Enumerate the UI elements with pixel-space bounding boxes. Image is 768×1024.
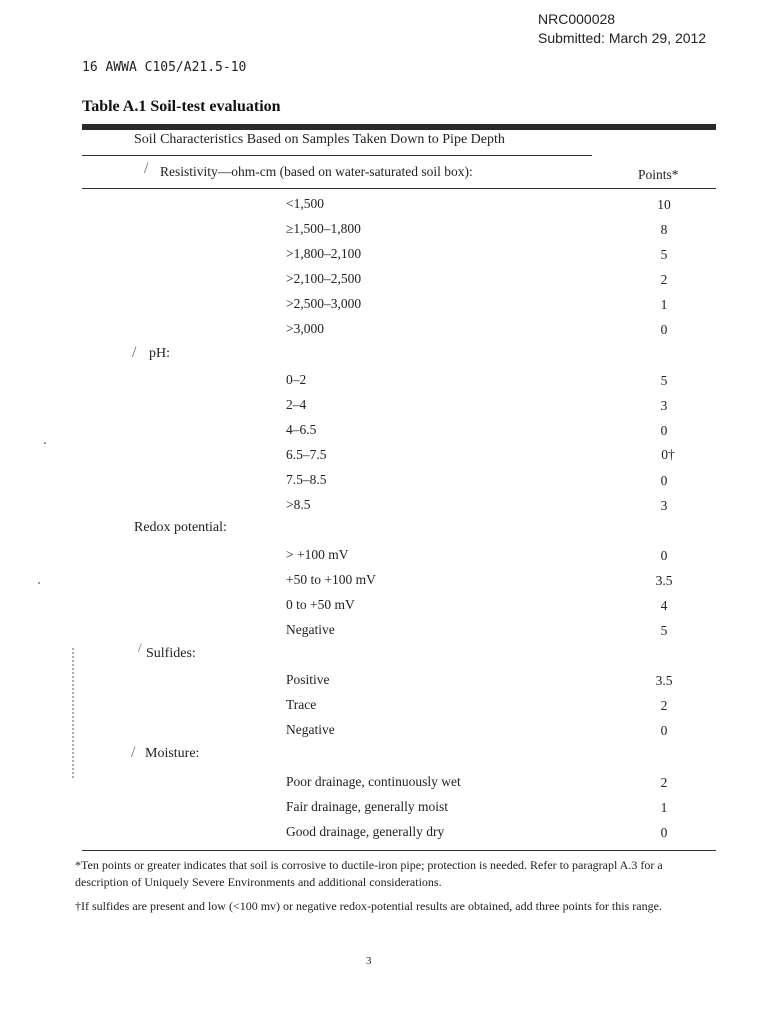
footnote-dagger: †If sulfides are present and low (<100 mv) or negative redox-potential results are obtained, add three points for this range.	[75, 899, 662, 913]
row-points: 4	[660, 598, 668, 613]
row-range: 7.5–8.5	[286, 472, 327, 487]
row-range: 0–2	[286, 372, 307, 387]
running-head: 16 AWWA C105/A21.5-10	[82, 60, 247, 75]
row-range: >8.5	[286, 497, 311, 512]
row-points: 0	[660, 548, 668, 563]
group-label-resistivity: Resistivity—ohm-cm (based on water-saturated soil box):	[160, 164, 473, 179]
row-points: 5	[660, 623, 668, 638]
row-points: 10	[657, 197, 671, 212]
row-points: 3	[660, 498, 668, 513]
group-label-redox: Redox potential:	[134, 520, 227, 535]
table-subheading: Soil Characteristics Based on Samples Taken Down to Pipe Depth	[134, 132, 505, 147]
scan-artifact	[44, 442, 46, 444]
document-stamp	[538, 10, 706, 48]
row-points: 5	[660, 247, 668, 262]
row-range: >2,500–3,000	[286, 296, 362, 311]
row-points: 1	[660, 800, 668, 815]
check-mark: /	[138, 640, 142, 655]
row-range: > +100 mV	[286, 547, 349, 562]
row-range: Positive	[286, 672, 330, 687]
row-range: 4–6.5	[286, 422, 317, 437]
row-range: +50 to +100 mV	[286, 572, 376, 587]
row-points: 0	[660, 473, 668, 488]
row-points: 0	[660, 723, 668, 738]
group-label-sulfides: Sulfides:	[146, 646, 196, 661]
row-range: Good drainage, generally dry	[286, 824, 445, 839]
row-points: 1	[660, 297, 668, 312]
row-points: 5	[660, 373, 668, 388]
row-range: Trace	[286, 697, 317, 712]
scan-artifact	[38, 582, 40, 584]
row-range: 2–4	[286, 397, 307, 412]
row-range: Poor drainage, continuously wet	[286, 774, 461, 789]
row-points: 8	[660, 222, 668, 237]
group-label-ph: pH:	[149, 346, 170, 361]
row-range: 6.5–7.5	[286, 447, 327, 462]
row-range: Negative	[286, 722, 335, 737]
row-range: Fair drainage, generally moist	[286, 799, 448, 814]
row-points: 3.5	[655, 573, 673, 588]
points-column-header: Points*	[638, 167, 679, 182]
row-range: >3,000	[286, 321, 324, 336]
document-id: NRC000028	[538, 11, 616, 27]
table-title: Table A.1 Soil-test evaluation	[82, 98, 281, 115]
row-points: 2	[660, 272, 668, 287]
subheading-rule	[82, 155, 592, 156]
row-points: 0	[660, 322, 668, 337]
row-range: ≥1,500–1,800	[286, 221, 361, 236]
table-bottom-rule	[82, 850, 716, 851]
header-rule	[82, 188, 716, 189]
row-range: <1,500	[286, 196, 324, 211]
check-mark: /	[144, 160, 149, 177]
row-points: 0	[660, 825, 668, 840]
row-points: 0	[660, 423, 668, 438]
group-label-moisture: Moisture:	[145, 746, 200, 761]
row-range: >1,800–2,100	[286, 246, 362, 261]
row-points: 3	[660, 398, 668, 413]
check-mark: /	[131, 744, 136, 761]
scan-artifact	[72, 648, 80, 778]
row-points: 3.5	[655, 673, 673, 688]
row-points: 0†	[661, 447, 675, 462]
table-top-rule	[82, 124, 716, 130]
submitted-date: Submitted: March 29, 2012	[538, 30, 707, 46]
row-range: 0 to +50 mV	[286, 597, 355, 612]
row-points: 2	[660, 698, 668, 713]
page-number: 3	[366, 955, 372, 967]
row-range: >2,100–2,500	[286, 271, 362, 286]
footnote-star: *Ten points or greater indicates that soil is corrosive to ductile-iron pipe; protection is needed. Refer to paragrapl A.3 for a description of Uniquely Severe Environments and additional considerations.	[75, 858, 663, 889]
check-mark: /	[132, 344, 137, 361]
row-points: 2	[660, 775, 668, 790]
row-range: Negative	[286, 622, 335, 637]
